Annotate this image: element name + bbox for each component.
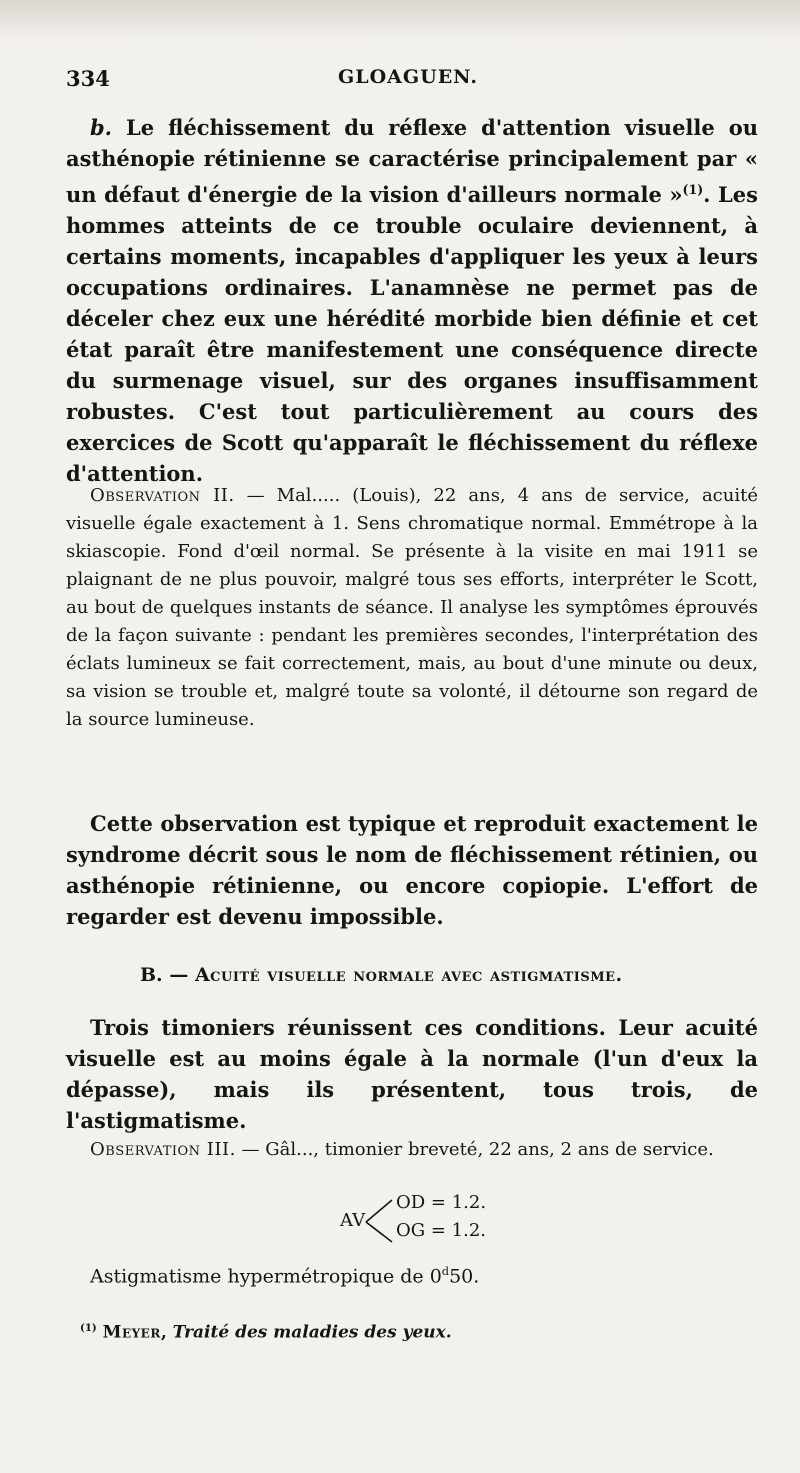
section-b-heading <box>140 964 623 986</box>
observation-2-label: Observation II. <box>90 485 235 506</box>
section-b-title: Acuité visuelle normale avec astigmatisme. <box>194 964 623 986</box>
section-b-dash: — <box>169 964 189 986</box>
footnote-title: Traité des maladies des yeux. <box>172 1322 452 1343</box>
astigmatism-end: 50. <box>449 1265 480 1288</box>
page-number: 334 <box>66 66 110 91</box>
astigmatism-text: Astigmatisme hypermétropique de 0 <box>90 1265 442 1288</box>
page-header <box>66 66 750 100</box>
paragraph-trois-timoniers: Trois timoniers réunissent ces conditions. Leur acuité visuelle est au moins égale à la normale (l'un d'eux la dépasse), mais ils présentent, tous trois, de l'astigmatisme. <box>66 1015 758 1133</box>
acuity-od: OD = 1.2. <box>396 1192 487 1213</box>
astigmatism-line <box>90 1264 479 1287</box>
observation-3-label: Observation III. <box>90 1139 236 1160</box>
acuity-label: AV <box>340 1210 366 1231</box>
page-top-edge-shadow <box>0 0 800 40</box>
observation-2 <box>66 482 758 734</box>
acuity-bracket <box>362 1196 394 1246</box>
observation-3-text: — Gâl..., timonier breveté, 22 ans, 2 ans de service. <box>235 1139 714 1160</box>
paragraph-b-letter: b. <box>90 115 112 140</box>
paragraph-b-text-continued: . Les hommes atteints de ce trouble oculaire deviennent, à certains moments, incapables d'appliquer les yeux à leurs occupations ordinaires. L'anamnèse ne permet pas de déceler chez eux une hérédité morbide bien définie et cet état paraît être manifestement une conséquence directe du surmenage visuel, sur des organes insuffisamment robustes. C'est tout particulièrement au cours des exercices de Scott qu'apparaît le fléchissement du réflexe d'attention. <box>66 182 758 486</box>
footnote-author: Meyer <box>102 1322 161 1343</box>
observation-2-text: — Mal..... (Louis), 22 ans, 4 ans de service, acuité visuelle égale exactement à 1. Sens chromatique normal. Emmétrope à la skiascopie. Fond d'œil normal. Se présente à la visite en mai 1911 se plaignant de ne plus pouvoir, malgré tous ses efforts, interpréter le Scott, au bout de quelques instants de séance. Il analyse les symptômes éprouvés de la façon suivante : pendant les premières secondes, l'interprétation des éclats lumineux se fait correctement, mais, au bout d'une minute ou deux, sa vision se trouble et, malgré toute sa volonté, il détourne son regard de la source lumineuse. <box>66 485 759 730</box>
running-title: GLOAGUEN. <box>338 66 478 88</box>
paragraph-b <box>66 112 758 489</box>
acuity-og: OG = 1.2. <box>396 1220 487 1241</box>
footnote-ref: (1) <box>682 182 704 197</box>
astigmatism-sup: d <box>441 1264 450 1278</box>
paragraph-typique: Cette observation est typique et reproduit exactement le syndrome décrit sous le nom de fléchissement rétinien, ou asthénopie rétinienne, ou encore copiopie. L'effort de regarder est devenu impossible. <box>66 811 758 929</box>
paragraph-b-text: Le fléchissement du réflexe d'attention visuelle ou asthénopie rétinienne se caractérise principalement par « un défaut d'énergie de la vision d'ailleurs normale » <box>66 115 758 207</box>
footnote: $^{(1)}$ Meyer, Traité des maladies des yeux. <box>80 1322 452 1343</box>
section-b-letter: B. <box>140 964 163 986</box>
observation-3 <box>66 1136 758 1164</box>
acuity-table <box>340 1190 560 1250</box>
footnote-mark: (1) <box>80 1322 97 1334</box>
